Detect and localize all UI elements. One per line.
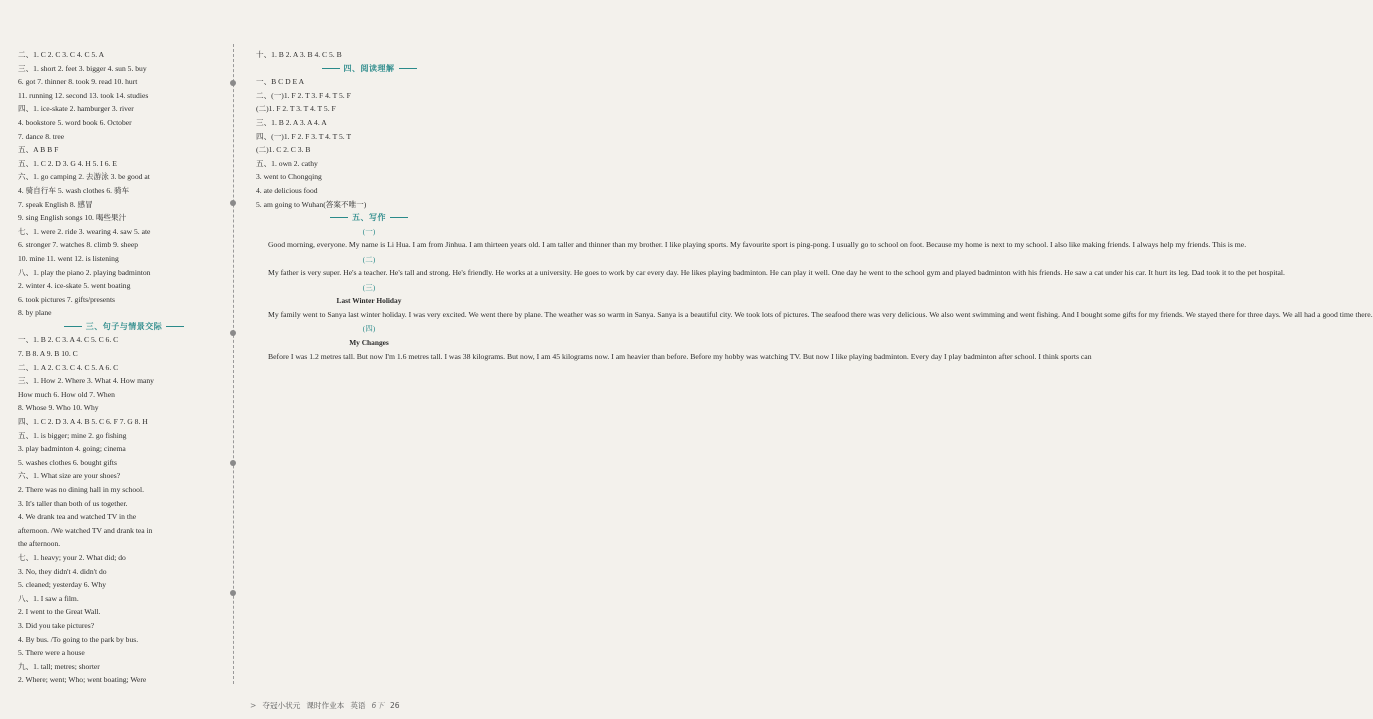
answer-line: 5. washes clothes 6. bought gifts bbox=[18, 457, 117, 467]
answer-line: 三、1. short 2. feet 3. bigger 4. sun 5. buy bbox=[18, 63, 147, 73]
page-footer bbox=[250, 697, 490, 713]
subsection-label: (一) bbox=[362, 226, 376, 236]
footer-series: 课时作业本 bbox=[306, 700, 345, 710]
answer-line: 六、1. What size are your shoes? bbox=[18, 471, 121, 481]
answer-line: 9. sing English songs 10. 喝些果汁 bbox=[18, 213, 127, 223]
answer-line: 8. by plane bbox=[18, 308, 52, 318]
binding-hole-icon bbox=[230, 200, 236, 206]
answer-line: afternoon. /We watched TV and drank tea in bbox=[18, 525, 153, 535]
answer-line: 2. winter 4. ice-skate 5. went boating bbox=[18, 281, 131, 291]
answer-line: 7. B 8. A 9. B 10. C bbox=[18, 349, 78, 359]
answer-line: 5. cleaned; yesterday 6. Why bbox=[18, 580, 106, 590]
essay-paragraph: Before I was 1.2 metres tall. But now I'm 1.6 metres tall. I was 38 kilograms. But now, I am 45 kilograms now. I am heavier than before. Before my hobby was watching TV. But now I like playing badminton. Every day I play badminton after school. I think sports can bbox=[268, 351, 1092, 361]
binding-hole-icon bbox=[230, 590, 236, 596]
binding-hole-icon bbox=[230, 80, 236, 86]
answer-column-left bbox=[18, 48, 230, 687]
answer-line: 4. ate delicious food bbox=[256, 185, 318, 195]
answer-line: 二、1. C 2. C 3. C 4. C 5. A bbox=[18, 50, 105, 59]
essay-title: Last Winter Holiday bbox=[336, 296, 402, 306]
essay-paragraph: My father is very super. He's a teacher. He's tall and strong. He's friendly. He works at a university. He goes to work by car every day. He likes playing badminton. He can play it well. One day he went to the school gym and played badminton with his friends. He saw a cat under his car. It hurt its leg. Dad took it to the pet hospital. bbox=[268, 268, 1285, 278]
answer-line: 八、1. play the piano 2. playing badminton bbox=[18, 267, 151, 277]
answer-line: 一、B C D E A bbox=[256, 77, 305, 87]
essay-paragraph: My family went to Sanya last winter holiday. I was very excited. We went there by plane. The weather was so warm in Sanya. Sanya is a beautiful city. We took lots of pictures. The seafood there was very delicious. We also went swimming and went fishing. And I bought some gifts for my friends. We stayed there for three days. We all had a good time there. bbox=[268, 309, 1373, 319]
answer-line: 九、1. tall; metres; shorter bbox=[18, 661, 100, 671]
answer-line: 十、1. B 2. A 3. B 4. C 5. B bbox=[256, 50, 342, 59]
section-heading: 三、句子与情景交际 bbox=[18, 320, 230, 334]
answer-line: 五、1. C 2. D 3. G 4. H 5. I 6. E bbox=[18, 158, 117, 168]
answer-line: 3. It's taller than both of us together. bbox=[18, 498, 128, 508]
answer-line: 八、1. I saw a film. bbox=[18, 593, 79, 603]
answer-line: (二)1. F 2. T 3. T 4. T 5. F bbox=[256, 104, 336, 114]
answer-line: 5. There were a house bbox=[18, 648, 85, 658]
binding-hole-icon bbox=[230, 330, 236, 336]
answer-line: 3. went to Chongqing bbox=[256, 172, 322, 182]
footer-arrow-icon: > bbox=[250, 700, 257, 710]
answer-line: 七、1. heavy; your 2. What did; do bbox=[18, 552, 126, 562]
subsection-label: (二) bbox=[362, 254, 376, 264]
subsection-label: (三) bbox=[362, 282, 376, 292]
answer-line: 4. 骑自行车 5. wash clothes 6. 骑车 bbox=[18, 185, 130, 195]
answer-line: 7. speak English 8. 感冒 bbox=[18, 199, 93, 209]
answer-line: 一、1. B 2. C 3. A 4. C 5. C 6. C bbox=[18, 335, 119, 345]
answer-line: 4. bookstore 5. word book 6. October bbox=[18, 117, 132, 127]
answer-line: 七、1. were 2. ride 3. wearing 4. saw 5. ate bbox=[18, 226, 151, 236]
answer-line: 6. stronger 7. watches 8. climb 9. sheep bbox=[18, 240, 138, 250]
answer-line: 2. There was no dining hall in my school. bbox=[18, 485, 144, 494]
answer-line: 7. dance 8. tree bbox=[18, 131, 65, 141]
answer-line: 11. running 12. second 13. took 14. studies bbox=[18, 90, 149, 100]
answer-line: (二)1. C 2. C 3. B bbox=[256, 145, 311, 155]
answer-line: 六、1. go camping 2. 去游泳 3. be good at bbox=[18, 172, 150, 182]
essay-paragraph: Good morning, everyone. My name is Li Hua. I am from Jinhua. I am thirteen years old. I am taller and thinner than my brother. I like playing sports. My favourite sport is ping-pong. I usually go to school on foot. Because my home is next to my school. I also like making friends. I always help my friends. This is me. bbox=[268, 240, 1247, 250]
answer-line: 四、1. ice-skate 2. hamburger 3. river bbox=[18, 104, 134, 114]
answer-line: 五、1. is bigger; mine 2. go fishing bbox=[18, 430, 127, 440]
footer-page-number: 26 bbox=[389, 700, 400, 710]
answer-line: 3. No, they didn't 4. didn't do bbox=[18, 566, 107, 576]
answer-line: 2. Where; went; Who; went boating; Were bbox=[18, 675, 147, 685]
answer-line: the afternoon. bbox=[18, 539, 61, 549]
answer-line: 4. We drank tea and watched TV in the bbox=[18, 512, 137, 522]
subsection-label: (四) bbox=[362, 324, 376, 334]
answer-column-right bbox=[256, 48, 1373, 364]
binding-hole-icon bbox=[230, 460, 236, 466]
answer-line: 5. am going to Wuhan(答案不唯一) bbox=[256, 199, 367, 209]
answer-line: 二、(一)1. F 2. T 3. F 4. T 5. F bbox=[256, 90, 351, 100]
answer-line: 2. I went to the Great Wall. bbox=[18, 607, 101, 617]
answer-line: 五、1. own 2. cathy bbox=[256, 158, 318, 168]
answer-line: 3. play badminton 4. going; cinema bbox=[18, 444, 126, 454]
answer-line: How much 6. How old 7. When bbox=[18, 389, 115, 399]
section-heading: 五、写作 bbox=[256, 211, 482, 225]
footer-grade: 6下 bbox=[371, 700, 384, 710]
answer-line: 10. mine 11. went 12. is listening bbox=[18, 253, 119, 263]
answer-line: 二、1. A 2. C 3. C 4. C 5. A 6. C bbox=[18, 362, 119, 372]
footer-subject: 英语 bbox=[350, 700, 366, 710]
section-heading: 四、阅读理解 bbox=[256, 62, 482, 76]
footer-brand: 夺冠小状元 bbox=[262, 700, 301, 710]
answer-line: 三、1. How 2. Where 3. What 4. How many bbox=[18, 376, 154, 386]
essay-title: My Changes bbox=[349, 337, 389, 347]
column-divider bbox=[233, 44, 235, 684]
answer-line: 3. Did you take pictures? bbox=[18, 620, 95, 630]
answer-line: 四、(一)1. F 2. F 3. T 4. T 5. T bbox=[256, 131, 352, 141]
answer-line: 五、A B B F bbox=[18, 145, 59, 155]
answer-line: 8. Whose 9. Who 10. Why bbox=[18, 403, 99, 413]
answer-line: 三、1. B 2. A 3. A 4. A bbox=[256, 117, 327, 127]
answer-line: 6. got 7. thinner 8. took 9. read 10. hurt bbox=[18, 77, 138, 87]
answer-line: 四、1. C 2. D 3. A 4. B 5. C 6. F 7. G 8. H bbox=[18, 417, 148, 427]
answer-line: 4. By bus. /To going to the park by bus. bbox=[18, 634, 139, 644]
answer-line: 6. took pictures 7. gifts/presents bbox=[18, 294, 116, 304]
